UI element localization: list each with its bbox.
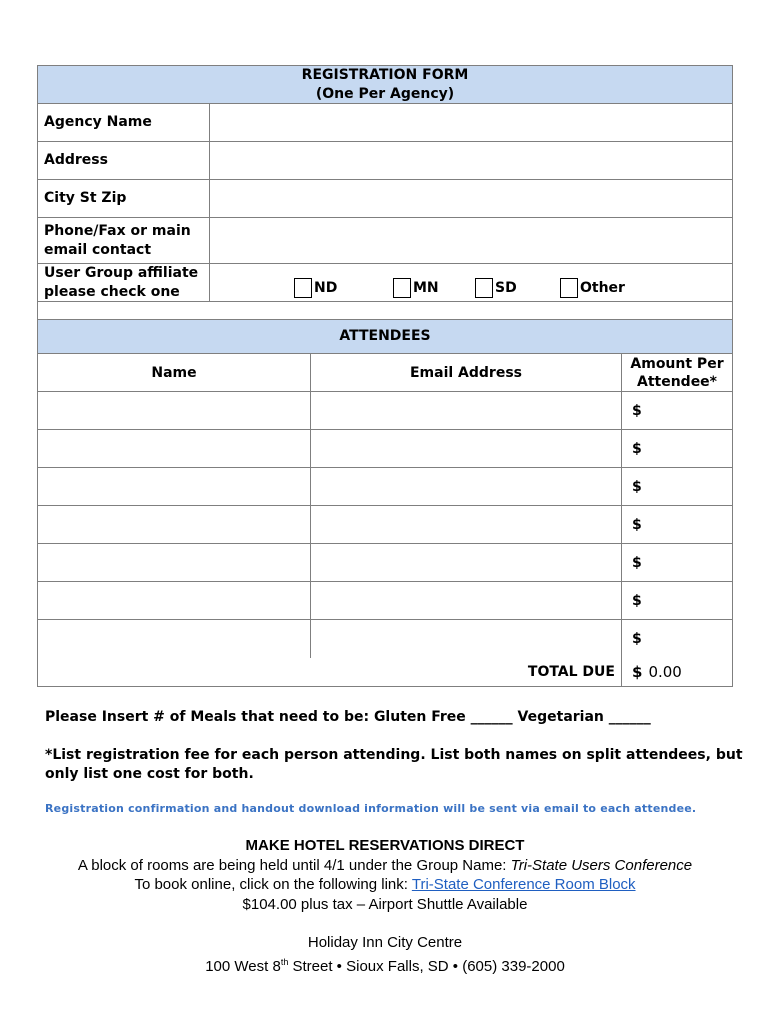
contact-field[interactable] [210, 218, 732, 263]
attendees-header [38, 320, 732, 354]
attendee-row [38, 468, 732, 506]
meals-note: Please Insert # of Meals that need to be: Gluten Free ______ Vegetarian ______ [45, 709, 651, 725]
attendee-email-field[interactable] [311, 544, 622, 581]
address-label: Address [38, 142, 210, 179]
registration-form [37, 65, 733, 687]
attendee-email-field[interactable] [311, 620, 622, 658]
checkbox-nd[interactable] [294, 278, 337, 298]
agency-name-field[interactable] [210, 104, 732, 141]
checkbox-sd[interactable] [475, 278, 517, 298]
attendee-name-field[interactable] [38, 620, 311, 658]
checkbox-mn-label: MN [413, 280, 439, 296]
attendee-amount-field[interactable]: $ [632, 402, 642, 419]
attendee-amount-field[interactable]: $ [632, 478, 642, 495]
attendees-title: ATTENDEES [339, 328, 431, 344]
attendee-amount-field[interactable]: $ [632, 631, 642, 647]
attendees-column-headers [38, 354, 732, 392]
total-due-value [622, 658, 732, 686]
email-column-header: Email Address [311, 354, 622, 391]
amount-column-header: Amount Per Attendee* [630, 355, 724, 390]
hotel-heading: MAKE HOTEL RESERVATIONS DIRECT [245, 837, 525, 854]
total-currency: $ [632, 663, 643, 681]
attendee-row [38, 544, 732, 582]
checkbox-nd-label: ND [314, 280, 338, 296]
attendee-name-field[interactable] [38, 468, 311, 505]
attendee-email-field[interactable] [311, 430, 622, 467]
attendee-name-field[interactable] [38, 544, 311, 581]
hotel-block-line: A block of rooms are being held until 4/1 under the Group Name: Tri-State Users Conference [77, 856, 693, 874]
attendee-name-field[interactable] [38, 582, 311, 619]
attendee-row [38, 506, 732, 544]
total-row [38, 658, 732, 686]
spacer-row [38, 302, 732, 320]
attendee-amount-field[interactable]: $ [632, 440, 642, 457]
attendee-name-field[interactable] [38, 392, 311, 429]
form-header [38, 66, 732, 104]
agency-name-row [38, 104, 732, 142]
checkbox-box[interactable] [560, 278, 578, 298]
attendee-amount-field[interactable]: $ [632, 516, 642, 533]
fee-note-line-2: only list one cost for both. [45, 766, 254, 782]
hotel-info [0, 836, 770, 976]
hotel-price: $104.00 plus tax – Airport Shuttle Available [242, 895, 528, 913]
checkbox-other-label: Other [580, 280, 625, 296]
attendee-email-field[interactable] [311, 392, 622, 429]
address-row [38, 142, 732, 180]
attendee-amount-field[interactable]: $ [632, 592, 642, 609]
checkbox-box[interactable] [294, 278, 312, 298]
city-st-zip-label: City St Zip [38, 180, 210, 217]
attendee-amount-field[interactable]: $ [632, 554, 642, 571]
city-st-zip-row [38, 180, 732, 218]
attendee-name-field[interactable] [38, 430, 311, 467]
checkbox-box[interactable] [475, 278, 493, 298]
checkbox-box[interactable] [393, 278, 411, 298]
confirmation-note: Registration confirmation and handout download information will be sent via email to each attendee. [45, 802, 697, 815]
room-block-link[interactable]: Tri-State Conference Room Block [411, 876, 636, 893]
contact-row [38, 218, 732, 264]
total-amount: 0.00 [648, 663, 682, 681]
hotel-book-line: To book online, click on the following link: Tri-State Conference Room Block [134, 876, 636, 893]
attendee-email-field[interactable] [311, 582, 622, 619]
hotel-address: 100 West 8th Street • Sioux Falls, SD • (605) 339-2000 [205, 956, 565, 975]
form-subtitle: (One Per Agency) [315, 85, 455, 102]
attendee-row [38, 430, 732, 468]
form-title: REGISTRATION FORM [301, 66, 469, 83]
name-column-header: Name [38, 354, 311, 391]
total-due-label: TOTAL DUE [38, 658, 622, 686]
city-st-zip-field[interactable] [210, 180, 732, 217]
attendee-row [38, 392, 732, 430]
checkbox-mn[interactable] [393, 278, 439, 298]
attendee-email-field[interactable] [311, 506, 622, 543]
attendee-rows [38, 392, 732, 658]
address-field[interactable] [210, 142, 732, 179]
affiliate-options [210, 264, 732, 301]
attendee-email-field[interactable] [311, 468, 622, 505]
contact-label: Phone/Fax or main email contact [38, 218, 210, 263]
attendee-row [38, 620, 732, 658]
group-name: Tri-State Users Conference [510, 856, 693, 874]
affiliate-label: User Group affiliate please check one [38, 264, 210, 301]
agency-name-label: Agency Name [38, 104, 210, 141]
affiliate-row [38, 264, 732, 302]
attendee-row [38, 582, 732, 620]
fee-note [45, 746, 743, 784]
checkbox-sd-label: SD [495, 280, 517, 296]
checkbox-other[interactable] [560, 278, 625, 298]
attendee-name-field[interactable] [38, 506, 311, 543]
fee-note-line-1: *List registration fee for each person attending. List both names on split attendees, but [45, 747, 743, 763]
hotel-venue: Holiday Inn City Centre [307, 934, 463, 951]
